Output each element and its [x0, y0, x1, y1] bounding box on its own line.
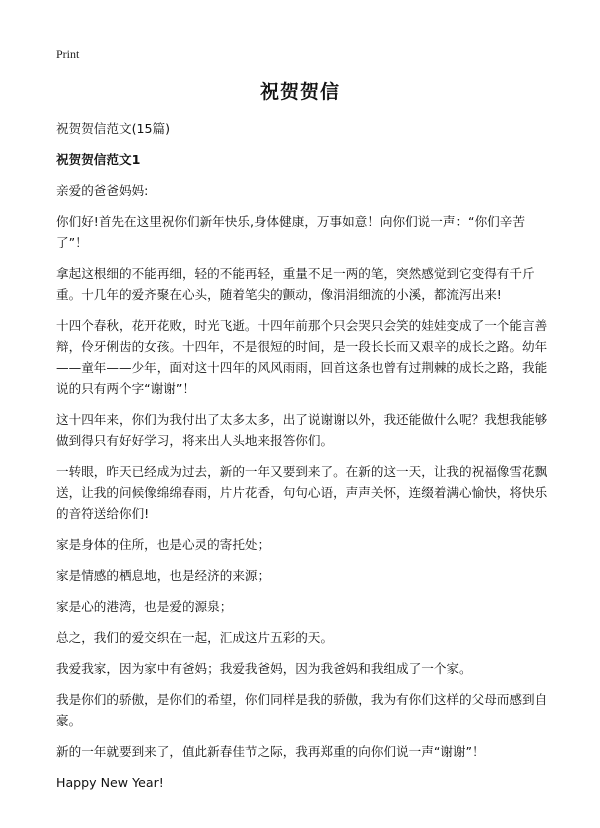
paragraph-8: 家是心的港湾，也是爱的源泉； — [56, 599, 233, 614]
page-title: 祝贺贺信 — [259, 81, 340, 103]
paragraph-5: 一转眼，昨天已经成为过去，新的一年又要到来了。在新的这一天，让我的祝福像雪花飘送，让我的问候像绵绵春雨，片片花香，句句心语，声声关怀，连缀着满心愉快，将快乐的音符送给你们! — [56, 464, 548, 521]
section-heading: 祝贺贺信范文1 — [56, 152, 141, 167]
closing-line: Happy New Year! — [56, 775, 164, 790]
print-label: Print — [56, 47, 80, 61]
document-subtitle: 祝贺贺信范文(15篇) — [56, 121, 171, 136]
paragraph-10: 我爱我家，因为家中有爸妈；我爱我爸妈，因为我爸妈和我组成了一个家。 — [56, 661, 472, 676]
greeting: 亲爱的爸爸妈妈: — [56, 183, 149, 198]
paragraph-3: 十四个春秋，花开花败，时光飞逝。十四年前那个只会哭只会笑的娃娃变成了一个能言善辩，伶牙俐齿的女孩。十四年，不是很短的时间，是一段长长而又艰辛的成长之路。幼年——童年——少年，面对这十四年的风风雨雨，回首这条也曾有过荆棘的成长之路，我能说的只有两个字“谢谢”！ — [56, 318, 548, 396]
paragraph-9: 总之，我们的爱交织在一起，汇成这片五彩的天。 — [56, 630, 334, 645]
document-body — [56, 118, 556, 803]
paragraph-2: 拿起这根细的不能再细，轻的不能再轻，重量不足一两的笔，突然感觉到它变得有千斤重。十几年的爱齐聚在心头，随着笔尖的颤动，像涓涓细流的小溪，都流泻出来! — [56, 266, 535, 302]
paragraph-4: 这十四年来，你们为我付出了太多太多，出了说谢谢以外，我还能做什么呢？我想我能够做到得只有好好学习，将来出人头地来报答你们。 — [56, 412, 548, 448]
paragraph-1: 你们好!首先在这里祝你们新年快乐,身体健康，万事如意！向你们说一声：“你们辛苦了”！ — [56, 214, 525, 250]
paragraph-7: 家是情感的栖息地，也是经济的来源； — [56, 568, 271, 583]
paragraph-12: 新的一年就要到来了，值此新春佳节之际，我再郑重的向你们说一声“谢谢”！ — [56, 744, 485, 759]
paragraph-11: 我是你们的骄傲，是你们的希望，你们同样是我的骄傲，我为有你们这样的父母而感到自豪。 — [56, 692, 548, 728]
paragraph-6: 家是身体的住所，也是心灵的寄托处； — [56, 537, 271, 552]
